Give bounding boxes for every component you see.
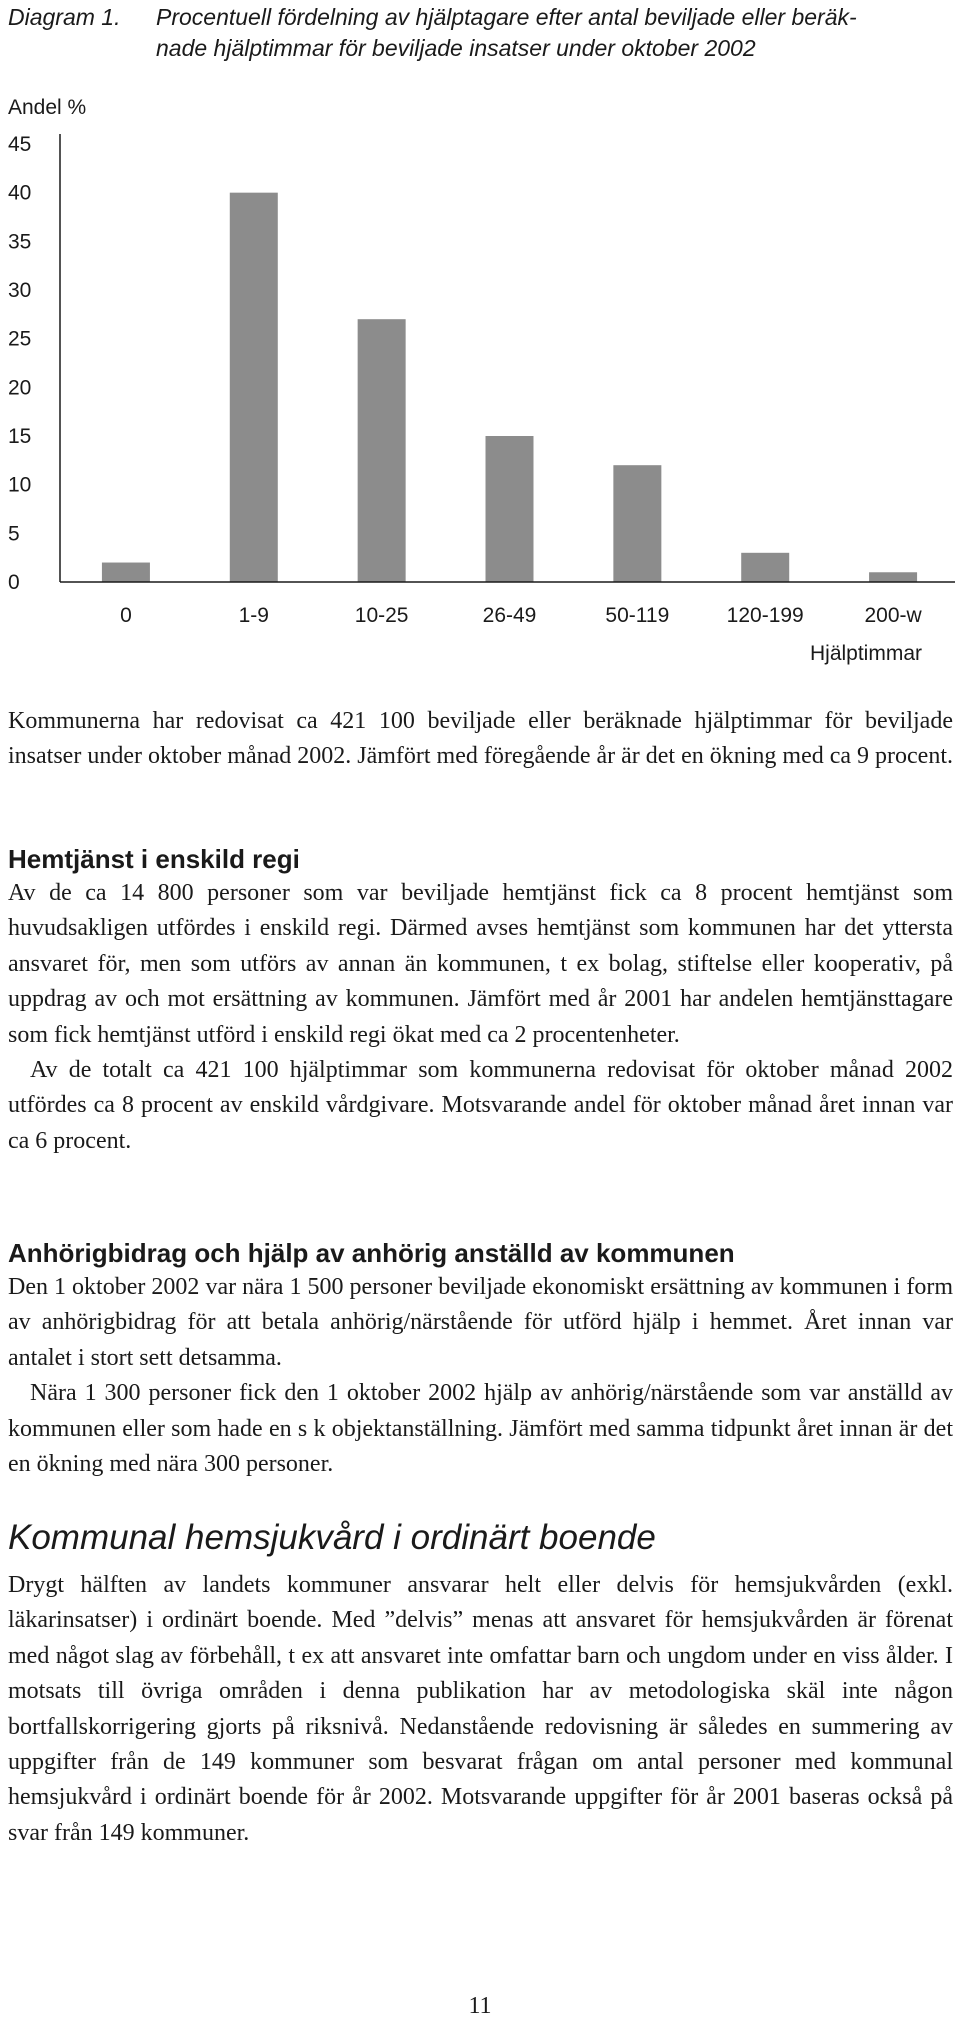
intro-paragraph: Kommunerna har redovisat ca 421 100 beviljade eller beräknade hjälptimmar för beviljade insatser under oktober månad 2002. Jämfört med föregående år är det en ökning med ca 9 procent.	[8, 708, 953, 770]
y-tick-label: 30	[8, 279, 32, 302]
y-tick-label: 15	[8, 425, 32, 448]
anhorigbidrag-paragraph-1: Den 1 oktober 2002 var nära 1 500 personer beviljade ekonomiskt ersättning av kommunen i form av anhörigbidrag för att betala anhörig/närstående för utförd hjälp i hemmet. Året innan var antalet i stort sett detsamma.	[8, 1274, 953, 1371]
x-tick-label: 10-25	[354, 604, 409, 627]
caption-label: Diagram 1.	[8, 4, 121, 30]
figure-caption	[8, 2, 958, 64]
y-axis-ticks	[8, 133, 31, 594]
x-tick-label: 200-w	[864, 604, 922, 627]
y-axis-label: Andel %	[8, 96, 87, 119]
x-tick-label: 120-199	[726, 604, 804, 627]
bar	[230, 193, 278, 582]
bar	[869, 572, 917, 582]
section-hemtjanst	[8, 842, 953, 1159]
y-tick-label: 0	[8, 571, 20, 594]
caption-line-1	[8, 2, 958, 33]
y-tick-label: 10	[8, 473, 32, 497]
section-hemsjukvard	[8, 1516, 953, 1851]
section-heading-anhorigbidrag: Anhörigbidrag och hjälp av anhörig anställd av kommunen	[8, 1238, 735, 1268]
hemtjanst-paragraph-1: Av de ca 14 800 personer som var beviljade hemtjänst fick ca 8 procent hemtjänst som huvudsakligen utfördes i enskild regi. Därmed avses hemtjänst som kommunen har det yttersta ansvaret för, men som utförs av annan än kommunen, t ex bolag, stiftelse eller kooperativ, på uppdrag av och mot ersättning av kommunen. Jämfört med år 2001 har andelen hemtjänsttagare som fick hemtjänst utförd i enskild regi ökat med ca 2 procentenheter.	[8, 880, 953, 1048]
y-tick-label: 5	[8, 522, 20, 546]
intro-block	[8, 704, 953, 775]
y-tick-label: 25	[8, 327, 32, 351]
section-heading-hemsjukvard: Kommunal hemsjukvård i ordinärt boende	[8, 1518, 656, 1557]
x-axis-label: Hjälptimmar	[809, 642, 922, 665]
caption-text-1: Procentuell fördelning av hjälptagare efter antal beviljade eller beräk-	[156, 4, 857, 30]
y-tick-label: 45	[8, 133, 32, 156]
section-anhorigbidrag	[8, 1236, 953, 1482]
hemtjanst-paragraph-2: Av de totalt ca 421 100 hjälptimmar som kommunerna redovisat för oktober månad 2002 utfördes ca 8 procent av enskild vårdgivare. Motsvarande andel för oktober månad året innan var ca 6 procent.	[8, 1057, 953, 1154]
y-tick-label: 20	[8, 376, 32, 400]
anhorigbidrag-paragraph-2: Nära 1 300 personer fick den 1 oktober 2002 hjälp av anhörig/närstående som var anställd av kommunen eller som hade en s k objektanställning. Jämfört med samma tidpunkt året innan är det en ökning med nära 300 personer.	[8, 1380, 953, 1478]
caption-line-2: nade hjälptimmar för beviljade insatser under oktober 2002	[156, 35, 756, 61]
bar	[613, 465, 661, 582]
page-number: 11	[468, 1993, 492, 2019]
section-heading-hemtjanst: Hemtjänst i enskild regi	[8, 844, 300, 874]
y-tick-label: 35	[8, 230, 32, 254]
x-tick-label: 1-9	[238, 604, 269, 627]
x-tick-label: 50-119	[605, 604, 670, 627]
bar	[102, 563, 150, 582]
bar-chart	[0, 90, 960, 670]
bar	[486, 436, 534, 582]
y-tick-label: 40	[8, 181, 32, 205]
bar	[358, 319, 406, 582]
x-tick-label: 0	[120, 604, 132, 627]
bars	[102, 193, 917, 582]
x-tick-label: 26-49	[482, 604, 537, 627]
bar	[741, 553, 789, 582]
x-axis-ticks	[120, 604, 922, 627]
hemsjukvard-paragraph-1: Drygt hälften av landets kommuner ansvarar helt eller delvis för hemsjukvården (exkl. läkarinsatser) i ordinärt boende. Med ”delvis” menas att ansvaret för hemsjukvården är förenat med något slag av förbehåll, t ex att ansvaret inte omfattar barn och ungdom under en viss ålder. I motsats till övriga områden i denna publikation har av metodologiska skäl inte någon bortfallskorrigering gjorts på riksnivå. Nedanstående redovisning är således en summering av uppgifter från de 149 kommuner som besvarat frågan om antal personer med kommunal hemsjukvård i ordinärt boende för år 2002. Motsvarande uppgifter för år 2001 baseras också på svar från 149 kommuner.	[8, 1572, 953, 1846]
